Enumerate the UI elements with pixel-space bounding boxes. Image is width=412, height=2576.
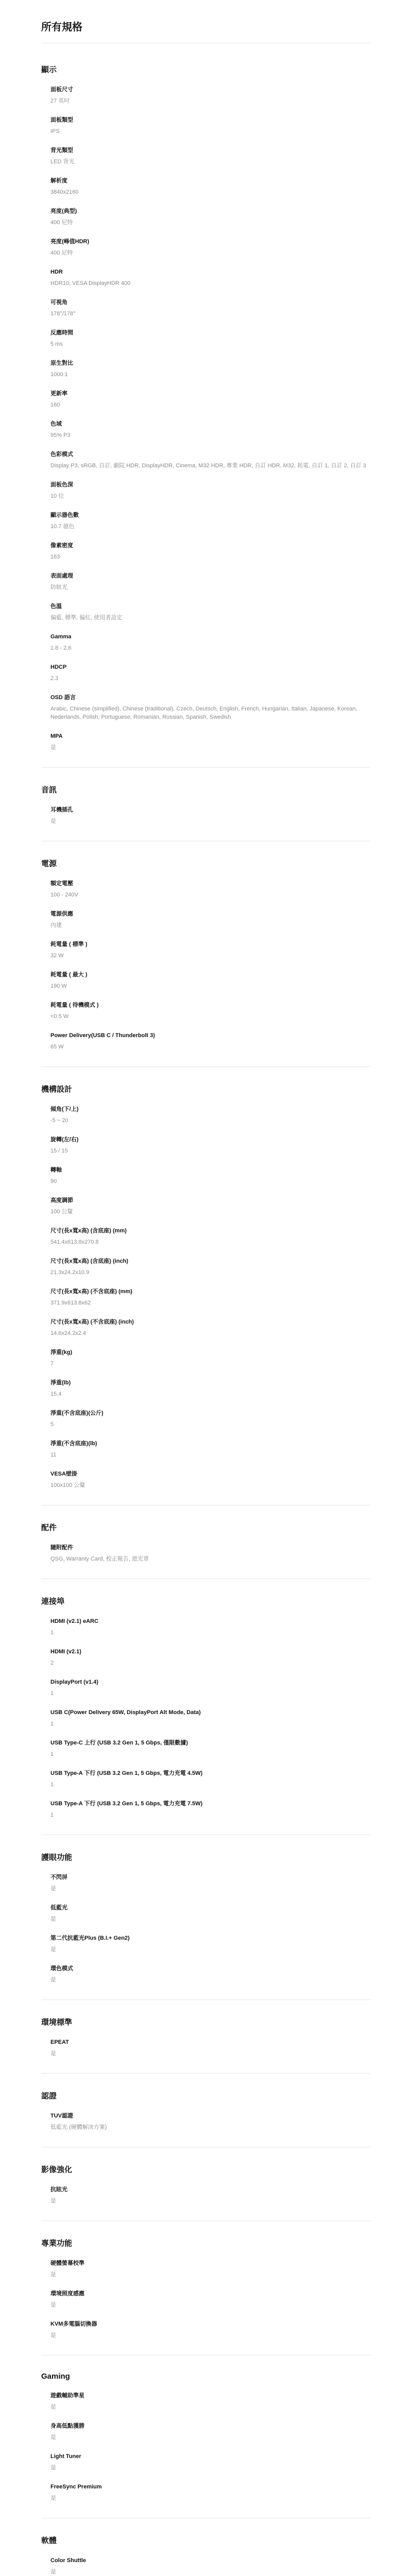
spec-item [41,1032,371,1051]
spec-label: 耗電量 ( 標準 ) [50,941,88,947]
section-title: 電源 [41,859,57,868]
spec-label: Color Shuttle [50,2557,87,2564]
spec-item [41,238,371,257]
spec-section [41,1083,371,1489]
spec-label: HDMI (v2.1) eARC [50,1618,98,1624]
spec-label: Power Delivery(USB C / Thunderbolt 3) [50,1032,155,1039]
spec-value: IPS [50,128,60,134]
spec-value: Arabic, Chinese (simplified), Chinese (traditional), Czech, Deutsch, English, French, Hungarian, Italian, Japanese, Korean, Nederlands, Polish, Portuguese, Romanian, Russian, Spanish, Swedish [50,706,357,720]
spec-value: 是 [50,2465,56,2471]
spec-section [41,2164,371,2205]
spec-label: 耳機插孔 [50,807,73,813]
spec-item [41,420,371,439]
spec-label: 耗電量 ( 待機模式 ) [50,1002,99,1008]
spec-label: USB C(Power Delivery 65W, DisplayPort Alt Mode, Data) [50,1709,201,1716]
spec-value: 100x100 公釐 [50,1482,85,1488]
spec-item [41,1544,371,1563]
spec-item [41,1470,371,1489]
section-divider [41,1066,371,1067]
section-title: 機構設計 [41,1085,73,1094]
section-title: 護眼功能 [41,1853,73,1862]
section-title: 配件 [41,1523,57,1532]
section-title: Gaming [41,2372,70,2381]
spec-item [41,910,371,929]
spec-label: 像素密度 [50,543,73,549]
spec-item [41,1618,371,1637]
spec-value: 是 [50,2569,56,2575]
spec-item [41,2039,371,2058]
section-title: 連接埠 [41,1597,65,1606]
spec-value: 32 W [50,953,64,959]
spec-item [41,572,371,591]
spec-value: 1 [50,1782,54,1788]
spec-label: 額定電壓 [50,880,73,887]
spec-value: 1000:1 [50,371,68,378]
spec-section [41,2535,371,2576]
section-title: 認證 [41,2092,57,2100]
section-divider [41,767,371,768]
spec-value: 100 - 240V [50,892,78,898]
spec-label: HDR [50,269,63,275]
spec-item [41,1904,371,1923]
spec-value: HDR10, VESA DisplayHDR 400 [50,280,131,286]
spec-section [41,784,371,825]
spec-label: 顯示器色數 [50,512,79,518]
spec-value: 是 [50,818,56,824]
spec-item [41,1136,371,1155]
spec-label: 身高低點獲勝 [50,2423,84,2429]
spec-value: 是 [50,2495,56,2501]
spec-value: 163 [50,554,60,560]
spec-value: 是 [50,1916,56,1922]
spec-label: 環境照度感應 [50,2291,84,2297]
spec-item [41,1258,371,1277]
spec-value: 1 [50,1630,54,1636]
spec-item [41,1935,371,1954]
spec-value: 400 尼特 [50,219,73,226]
spec-value: 是 [50,2434,56,2441]
spec-value: 1 [50,1751,54,1757]
spec-item [41,2422,371,2442]
spec-item [41,2483,371,2502]
spec-item [41,1965,371,1984]
spec-label: 第二代抗藍光Plus (B.I.+ Gen2) [50,1935,130,1941]
spec-value: 1 [50,1721,54,1727]
spec-item [41,1410,371,1429]
spec-value: 14.6x24.2x2.4 [50,1330,87,1336]
spec-label: 表面處理 [50,573,73,579]
spec-item [41,971,371,990]
spec-label: 轉軸 [50,1167,62,1173]
spec-value: 10 位 [50,493,64,499]
spec-section [41,64,371,752]
spec-item [41,2320,371,2340]
spec-item [41,2453,371,2472]
spec-value: 是 [50,2302,56,2308]
spec-label: 面板色深 [50,482,73,488]
spec-label: 低藍光 [50,1905,67,1911]
spec-value: 21.3x24.2x10.9 [50,1269,90,1276]
spec-value: 27 英吋 [50,98,70,104]
spec-item [41,329,371,348]
spec-section [41,1596,371,1819]
spec-label: KVM多電腦切換器 [50,2321,97,2327]
spec-value: 400 尼特 [50,250,73,256]
spec-sections [41,64,371,2576]
section-title: 顯示 [41,65,57,74]
spec-item [41,2557,371,2576]
spec-label: USB Type-A 下行 (USB 3.2 Gen 1, 5 Gbps, 電力充電 7.5W) [50,1801,203,1807]
spec-value: 100 公釐 [50,1209,73,1215]
spec-section [41,2090,371,2131]
spec-value: 是 [50,744,56,751]
spec-item [41,1288,371,1307]
spec-value: 15.4 [50,1391,62,1397]
spec-label: 可視角 [50,299,67,306]
spec-value: 160 [50,402,60,408]
spec-value: 65 W [50,1044,64,1050]
section-title: 軟體 [41,2536,57,2545]
spec-value: 5 [50,1421,54,1428]
spec-value: Display P3, sRGB, 自訂, 劇院 HDR, DisplayHDR, Cinema, M32 HDR, 專業 HDR, 自訂 HDR, M32, 耗電, 自訂 1, 自訂 2, 自訂 3 [50,463,367,469]
spec-item [41,1002,371,1021]
spec-value: 是 [50,1886,56,1892]
spec-item [41,1166,371,1185]
spec-label: 面板類型 [50,117,73,123]
spec-label: FreeSync Premium [50,2484,102,2490]
spec-item [41,1800,371,1819]
spec-label: 尺寸(長x寬x高) (不含底座) (mm) [50,1289,132,1295]
spec-value: 低藍光 (硬體解決方案) [50,2124,107,2130]
spec-label: 更新率 [50,391,67,397]
page-title: 所有規格 [41,22,82,33]
spec-item [41,1349,371,1368]
spec-item [41,147,371,166]
spec-value: 90 [50,1178,57,1184]
spec-label: 色溫 [50,603,62,609]
spec-label: 尺寸(長x寬x高) (不含底座) (inch) [50,1319,134,1325]
spec-item [41,451,371,470]
spec-label: TUV認證 [50,2113,73,2119]
spec-value: 5 ms [50,341,63,347]
spec-item [41,1318,371,1337]
spec-label: 亮度(峰值HDR) [50,239,90,245]
spec-label: 反應時間 [50,330,73,336]
spec-label: HDCP [50,664,67,670]
spec-label: 色域 [50,421,62,427]
spec-value: 是 [50,2050,56,2057]
spec-label: OSD 語言 [50,694,76,701]
spec-section [41,1522,371,1563]
spec-item [41,481,371,500]
spec-value: 是 [50,2332,56,2338]
spec-value: 541.4x613.8x270.8 [50,1239,99,1245]
spec-item [41,2186,371,2205]
spec-item [41,603,371,622]
spec-item [41,1648,371,1667]
spec-label: 旋轉(左/右) [50,1137,79,1143]
spec-value: 是 [50,1977,56,1983]
spec-section [41,2372,371,2502]
spec-label: 硬體螢幕校準 [50,2260,84,2266]
spec-value: 371.9x613.8x62 [50,1300,91,1306]
spec-item [41,1106,371,1125]
section-title: 環境標準 [41,2018,73,2027]
spec-item [41,2260,371,2279]
spec-label: Light Tuner [50,2453,81,2460]
spec-label: VESA壁掛 [50,1471,77,1477]
spec-value: 190 W [50,983,67,989]
spec-value: <0.5 W [50,1013,69,1020]
spec-value: 防眩光 [50,584,67,590]
spec-item [41,1379,371,1398]
spec-label: 環色模式 [50,1965,73,1972]
spec-label: 原生對比 [50,360,73,366]
spec-item [41,1770,371,1789]
spec-value: LED 背光 [50,159,75,165]
spec-item [41,208,371,227]
spec-label: EPEAT [50,2039,69,2045]
spec-item [41,86,371,105]
spec-item [41,390,371,409]
spec-item [41,299,371,318]
spec-label: 高度調節 [50,1197,73,1204]
spec-label: 傾角(下/上) [50,1106,79,1112]
spec-item [41,1874,371,1893]
spec-item [41,941,371,960]
spec-item [41,733,371,752]
section-title: 影像強化 [41,2165,73,2174]
spec-value: 2 [50,1660,54,1666]
spec-label: 解析度 [50,178,67,184]
spec-item [41,542,371,561]
spec-value: 10.7 億色 [50,523,75,530]
spec-value: 3840x2160 [50,189,79,195]
section-title: 專業功能 [41,2239,73,2248]
spec-item [41,1709,371,1728]
spec-label: 尺寸(長x寬x高) (含底座) (inch) [50,1258,128,1264]
spec-value: 11 [50,1452,57,1458]
spec-label: 隨附配件 [50,1545,73,1551]
spec-label: 抗眩光 [50,2187,67,2193]
spec-item [41,360,371,379]
spec-value: 是 [50,1946,56,1953]
spec-label: 淨重(不含底座)(公斤) [50,1410,104,1416]
spec-label: 不閃屏 [50,1874,67,1880]
spec-label: 淨重(lb) [50,1380,71,1386]
spec-value: 是 [50,2272,56,2278]
spec-item [41,1197,371,1216]
spec-item [41,2392,371,2411]
spec-value: 是 [50,2404,56,2410]
spec-item [41,694,371,721]
spec-value: 1 [50,1690,54,1697]
section-divider [41,2073,371,2074]
section-title: 音訊 [41,786,57,794]
spec-label: 淨重(不含底座)(lb) [50,1440,97,1447]
spec-label: 淨重(kg) [50,1349,73,1355]
spec-item [41,116,371,135]
spec-item [41,2290,371,2309]
spec-item [41,1739,371,1758]
spec-label: 遊戲輔助準星 [50,2393,84,2399]
spec-value: 95% P3 [50,432,71,438]
spec-label: 色彩模式 [50,451,73,457]
spec-label: 尺寸(長x寬x高) (含底座) (mm) [50,1228,127,1234]
spec-value: 2.3 [50,675,59,682]
spec-section [41,858,371,1051]
spec-label: 面板尺寸 [50,87,73,93]
spec-section [41,2016,371,2058]
section-divider [41,1999,371,2000]
spec-item [41,268,371,287]
spec-value: QSG, Warranty Card, 校正報告, 遮光罩 [50,1556,149,1562]
spec-section [41,1852,371,1984]
spec-item [41,1440,371,1459]
spec-value: 偏藍, 標準, 偏紅, 使用者設定 [50,615,123,621]
spec-label: 亮度(典型) [50,208,77,214]
spec-item [41,512,371,531]
spec-label: DisplayPort (v1.4) [50,1679,98,1685]
spec-label: 電源供應 [50,911,73,917]
spec-label: 背光類型 [50,147,73,154]
spec-item [41,806,371,825]
spec-item [41,664,371,683]
spec-label: USB Type-A 下行 (USB 3.2 Gen 1, 5 Gbps, 電力充電 4.5W) [50,1770,203,1776]
spec-value: 是 [50,2198,56,2204]
spec-section [41,2238,371,2340]
spec-value: 內建 [50,922,62,928]
spec-item [41,177,371,196]
spec-value: 1 [50,1812,54,1818]
spec-item [41,1679,371,1698]
spec-item [41,633,371,652]
spec-value: 7 [50,1361,54,1367]
spec-label: MPA [50,733,63,739]
spec-item [41,880,371,899]
spec-label: 耗電量 ( 最大 ) [50,972,88,978]
spec-label: Gamma [50,634,72,640]
spec-value: 1.8 - 2.6 [50,645,72,651]
spec-label: HDMI (v2.1) [50,1649,81,1655]
spec-label: USB Type-C 上行 (USB 3.2 Gen 1, 5 Gbps, 僅限數據) [50,1740,188,1746]
spec-value: 178°/178° [50,311,76,317]
spec-value: 15 / 15 [50,1148,68,1154]
spec-value: -5 ~ 20 [50,1117,68,1124]
spec-item [41,1227,371,1246]
spec-item [41,2112,371,2131]
